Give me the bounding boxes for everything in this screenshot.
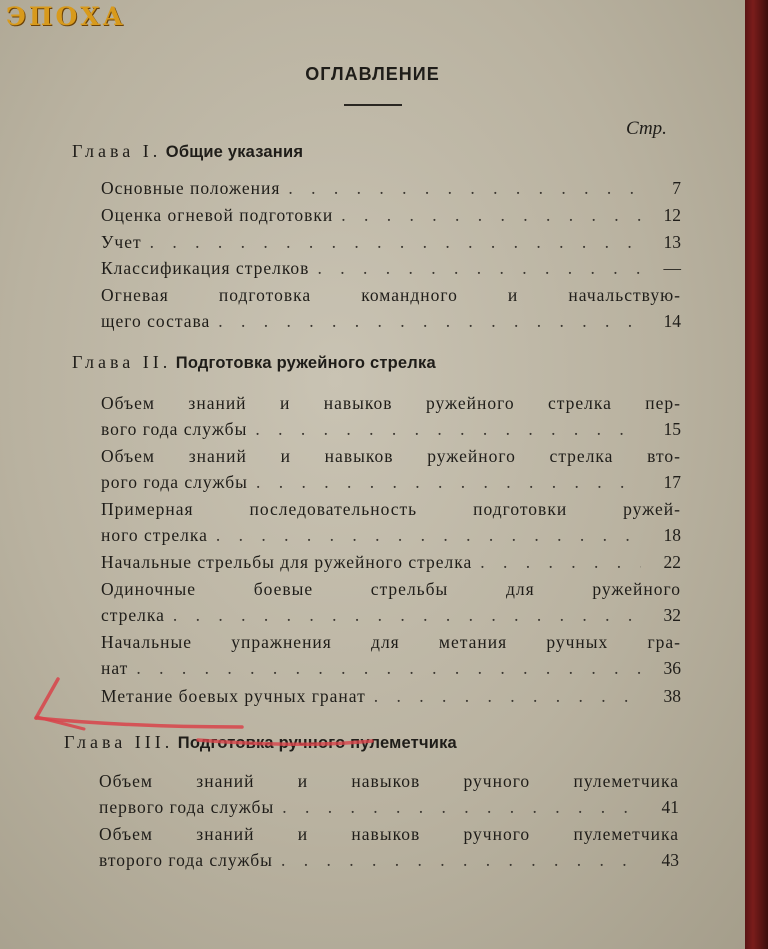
chapter-title: Общие указания: [165, 143, 304, 161]
chapter-title: Подготовка ручного пулеметчика: [177, 734, 457, 752]
book-spine: [745, 0, 768, 949]
chapter-title: Подготовка ружейного стрелка: [175, 354, 436, 372]
page-number: 41: [661, 797, 679, 817]
watermark-logo: ЭПОХА: [6, 2, 127, 31]
entry-text: Одиночные боевые стрельбы для ружейного: [101, 579, 681, 599]
page-number: 32: [663, 605, 681, 625]
entry-text: ного стрелка: [101, 525, 208, 545]
page-number: 38: [663, 686, 681, 706]
page-number: 18: [663, 525, 681, 545]
entry-text: Основные положения: [101, 178, 281, 198]
entry-text: первого года службы: [99, 797, 275, 817]
entry-text: стрелка: [101, 605, 165, 625]
entry-text: Объем знаний и навыков ручного пулеметчика: [99, 824, 679, 844]
entry-text: Оценка огневой подготовки: [101, 205, 334, 225]
page-column-label: Стр.: [626, 118, 667, 139]
pen-stroke: [36, 679, 58, 718]
page-number: 22: [663, 552, 681, 572]
entry-text: Объем знаний и навыков ружейного стрелка пер-: [101, 393, 681, 413]
entry-text: Учет: [101, 232, 142, 252]
entry-text: Начальные упражнения для метания ручных гра-: [101, 632, 681, 652]
page-number: —: [663, 258, 681, 278]
page-number: 14: [663, 311, 681, 331]
page-number: 7: [672, 178, 681, 198]
entry-text: нат: [101, 658, 129, 678]
pen-stroke: [198, 740, 372, 744]
entry-text: рого года службы: [101, 472, 248, 492]
entry-text: второго года службы: [99, 850, 273, 870]
entry-text: Огневая подготовка командного и начальствую-: [101, 285, 681, 305]
entry-text: Объем знаний и навыков ручного пулеметчика: [99, 771, 679, 791]
entry-text: Начальные стрельбы для ружейного стрелка: [101, 552, 473, 572]
entry-text: вого года службы: [101, 419, 248, 439]
page-number: 13: [663, 232, 681, 252]
entry-text: Примерная последовательность подготовки ружей-: [101, 499, 681, 519]
entry-text: Метание боевых ручных гранат: [101, 686, 366, 706]
page-number: 17: [663, 472, 681, 492]
page-number: 12: [663, 205, 681, 225]
page-number: 43: [661, 850, 679, 870]
chapter-label: Глава I.: [72, 141, 162, 161]
chapter-label: Глава II.: [72, 352, 172, 372]
page-number: 36: [663, 658, 681, 678]
page-number: 15: [663, 419, 681, 439]
entry-text: Классификация стрелков: [101, 258, 310, 278]
chapter-label: Глава III.: [64, 732, 174, 752]
page-title: ОГЛАВЛЕНИЕ: [305, 64, 440, 84]
entry-text: Объем знаний и навыков ружейного стрелка вто-: [101, 446, 681, 466]
entry-text: щего состава: [101, 311, 211, 331]
